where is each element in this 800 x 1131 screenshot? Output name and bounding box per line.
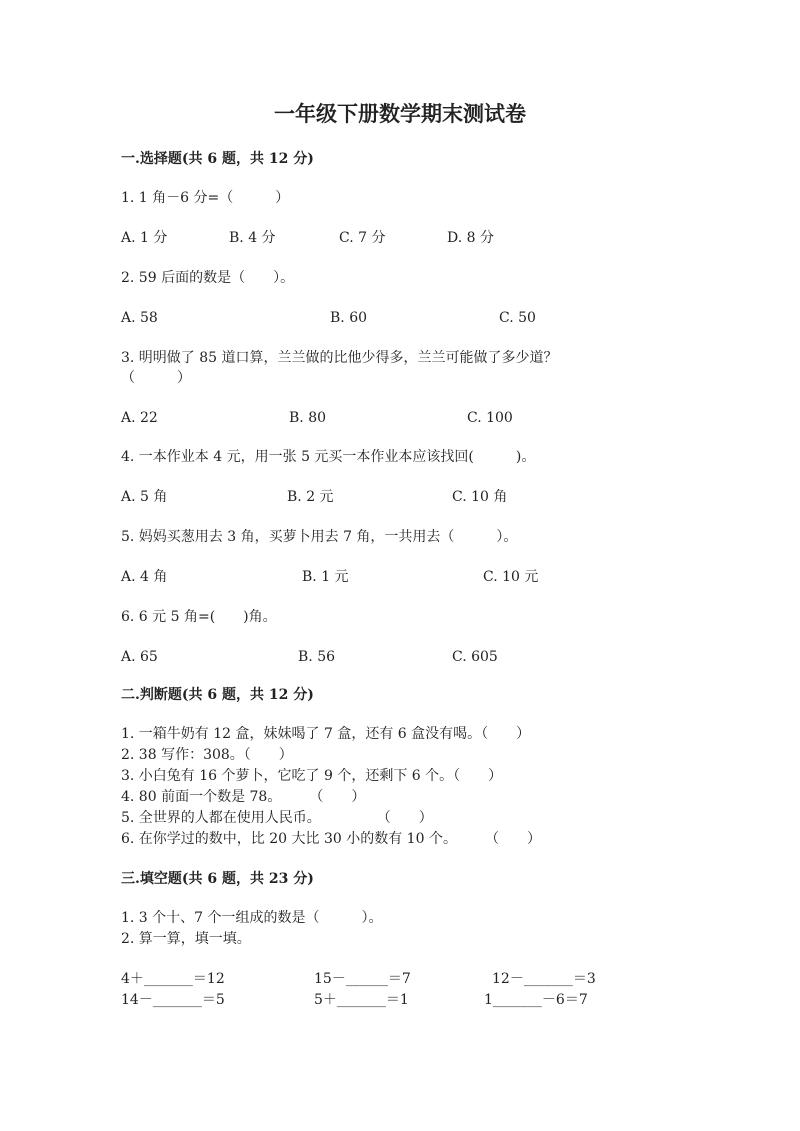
q1-option-b: B. 4 分	[229, 230, 276, 246]
q5-option-c: C. 10 元	[483, 569, 539, 585]
question-4: 4. 一本作业本 4 元，用一张 5 元买一本作业本应该找回( )。	[121, 449, 536, 465]
question-3-blank: （ ）	[121, 370, 191, 386]
q2-option-b: B. 60	[330, 310, 368, 326]
section-heading-fill-blank: 三.填空题(共 6 题，共 23 分)	[121, 871, 314, 887]
question-3: 3. 明明做了 85 道口算，兰兰做的比他少得多，兰兰可能做了多少道？	[121, 350, 558, 366]
q2-option-a: A. 58	[121, 310, 158, 326]
q4-option-a: A. 5 角	[121, 489, 168, 505]
judgment-item-4: 4. 80 前面一个数是 78。 （ ）	[121, 789, 366, 805]
q1-option-c: C. 7 分	[339, 230, 386, 246]
equation-1-1: 4＋_______＝12	[121, 971, 225, 987]
section-heading-judgment: 二.判断题(共 6 题，共 12 分)	[121, 687, 314, 703]
q3-option-a: A. 22	[121, 410, 158, 426]
judgment-item-5: 5. 全世界的人都在使用人民币。 （ ）	[121, 810, 433, 826]
q5-option-b: B. 1 元	[302, 569, 349, 585]
q4-option-c: C. 10 角	[452, 489, 508, 505]
judgment-item-6: 6. 在你学过的数中，比 20 大比 30 小的数有 10 个。 （ ）	[121, 831, 541, 847]
equation-1-2: 15－______＝7	[314, 971, 411, 987]
page-title: 一年级下册数学期末测试卷	[274, 101, 526, 126]
question-5: 5. 妈妈买葱用去 3 角，买萝卜用去 7 角，一共用去（ ）。	[121, 529, 518, 545]
q2-option-c: C. 50	[499, 310, 536, 326]
equation-1-3: 12－_______＝3	[492, 971, 596, 987]
equation-2-3: 1_______－6＝7	[484, 992, 588, 1008]
question-1: 1. 1 角－6 分=（ ）	[121, 190, 290, 206]
q1-option-d: D. 8 分	[447, 230, 494, 246]
equation-2-1: 14－_______＝5	[121, 992, 225, 1008]
q4-option-b: B. 2 元	[287, 489, 334, 505]
fill-item-2: 2. 算一算，填一填。	[121, 931, 251, 947]
judgment-item-3: 3. 小白兔有 16 个萝卜，它吃了 9 个，还剩下 6 个。（ ）	[121, 768, 503, 784]
q6-option-b: B. 56	[298, 649, 336, 665]
q3-option-c: C. 100	[467, 410, 513, 426]
judgment-item-1: 1. 一箱牛奶有 12 盒，妹妹喝了 7 盒，还有 6 盒没有喝。（ ）	[121, 726, 531, 742]
question-6: 6. 6 元 5 角=( )角。	[121, 609, 277, 625]
fill-item-1: 1. 3 个十、7 个一组成的数是（ ）。	[121, 910, 383, 926]
q5-option-a: A. 4 角	[121, 569, 168, 585]
section-heading-choice: 一.选择题(共 6 题，共 12 分)	[121, 151, 314, 167]
q3-option-b: B. 80	[289, 410, 327, 426]
judgment-item-2: 2. 38 写作：308。（ ）	[121, 747, 293, 763]
question-2: 2. 59 后面的数是（ ）。	[121, 270, 295, 286]
q6-option-a: A. 65	[121, 649, 158, 665]
q6-option-c: C. 605	[452, 649, 498, 665]
equation-2-2: 5＋_______＝1	[314, 992, 409, 1008]
q1-option-a: A. 1 分	[121, 230, 168, 246]
